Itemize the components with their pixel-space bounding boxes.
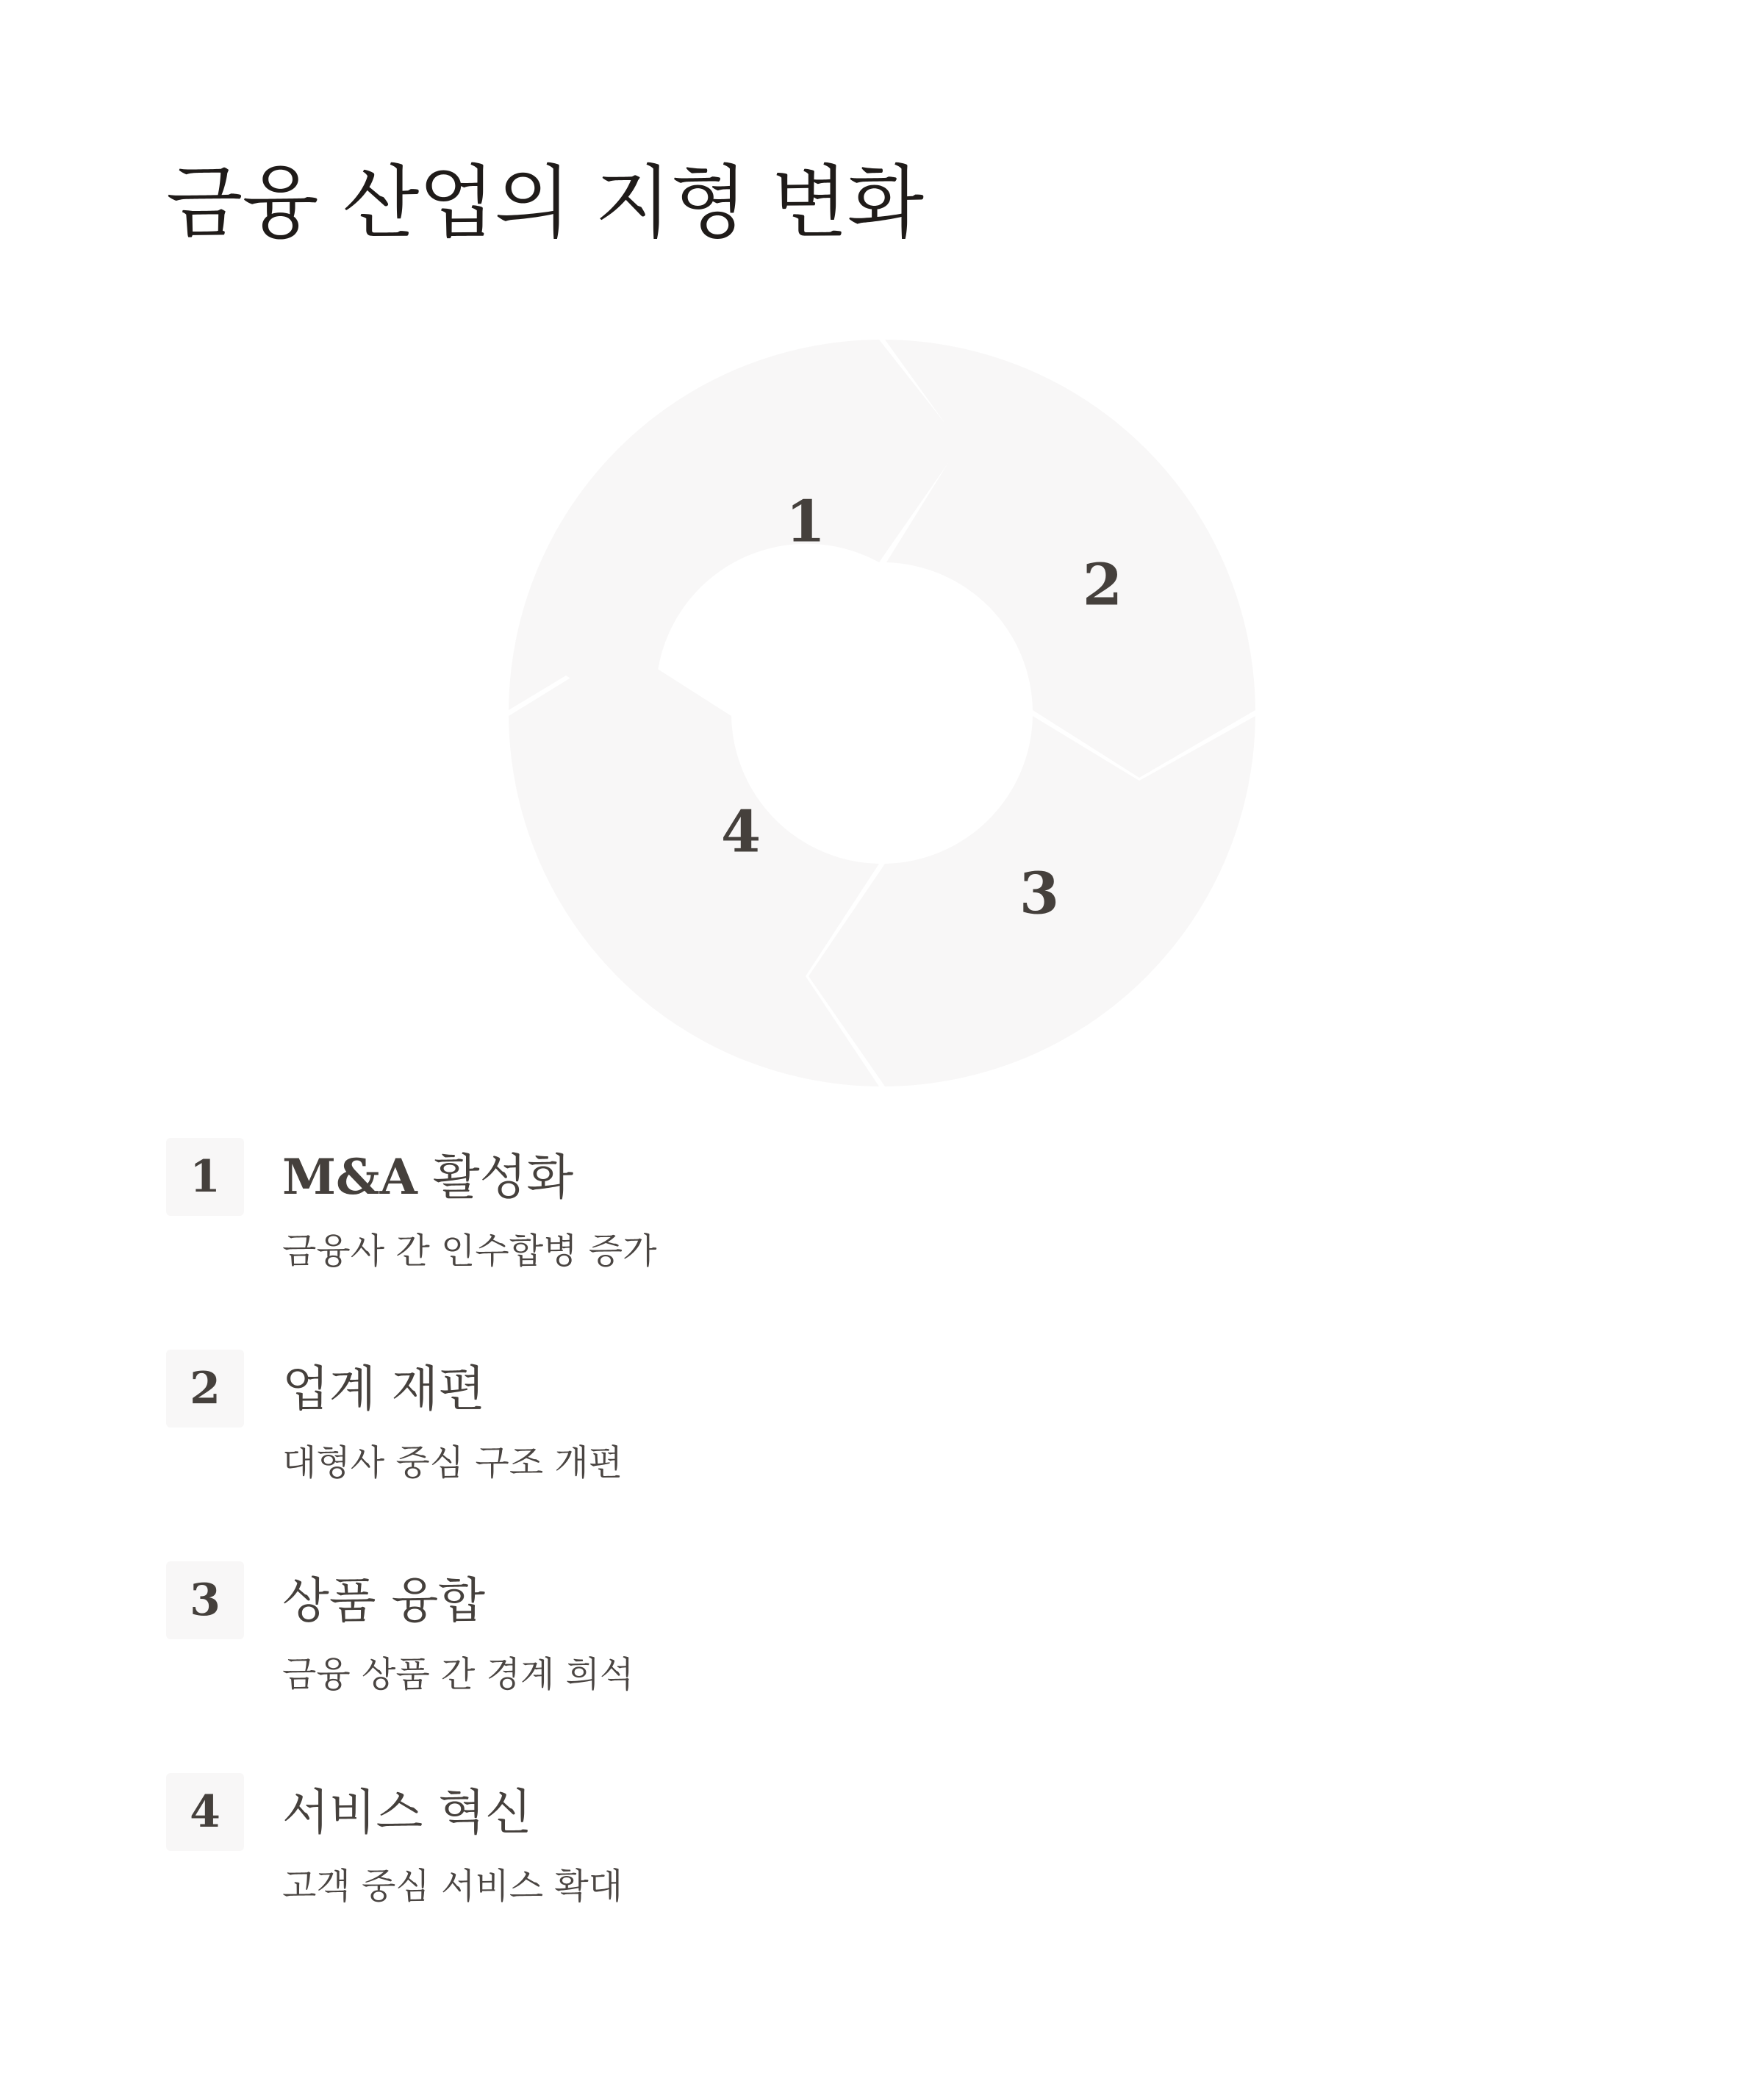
step-description-3: 금융 상품 간 경계 희석 bbox=[282, 1654, 634, 1695]
step-title-1-latin: M&A bbox=[282, 1148, 417, 1206]
step-title-1-text: 활성화 bbox=[417, 1149, 574, 1206]
step-list bbox=[166, 1138, 1342, 1985]
cycle-number-2: 2 bbox=[1082, 551, 1123, 619]
step-description-4: 고객 중심 서비스 확대 bbox=[282, 1866, 623, 1907]
cycle-diagram bbox=[500, 331, 1264, 1095]
cycle-number-3: 3 bbox=[1019, 860, 1060, 928]
step-badge-3: 3 bbox=[166, 1561, 244, 1639]
step-title-3 bbox=[282, 1567, 485, 1634]
list-item-3 bbox=[166, 1561, 1342, 1773]
step-title-1 bbox=[282, 1144, 573, 1211]
page-title: 금융 산업의 지형 변화 bbox=[166, 157, 923, 249]
step-title-2 bbox=[282, 1356, 485, 1422]
step-title-4-text: 서비스 혁신 bbox=[282, 1784, 532, 1841]
step-badge-1: 1 bbox=[166, 1138, 244, 1216]
step-badge-2: 2 bbox=[166, 1350, 244, 1428]
cycle-number-1: 1 bbox=[785, 488, 826, 556]
step-title-3-text: 상품 융합 bbox=[282, 1572, 486, 1629]
list-item-2 bbox=[166, 1350, 1342, 1561]
list-item-4 bbox=[166, 1773, 1342, 1985]
step-badge-4: 4 bbox=[166, 1773, 244, 1851]
cycle-number-4: 4 bbox=[720, 798, 761, 866]
cycle-segment-2 bbox=[885, 340, 1255, 778]
list-item-1 bbox=[166, 1138, 1342, 1350]
step-title-2-text: 업계 재편 bbox=[282, 1361, 486, 1417]
step-title-4 bbox=[282, 1779, 532, 1846]
cycle-segment-4 bbox=[509, 646, 879, 1086]
step-description-2: 대형사 중심 구조 개편 bbox=[282, 1442, 623, 1483]
step-description-1: 금융사 간 인수합병 증가 bbox=[282, 1231, 657, 1272]
